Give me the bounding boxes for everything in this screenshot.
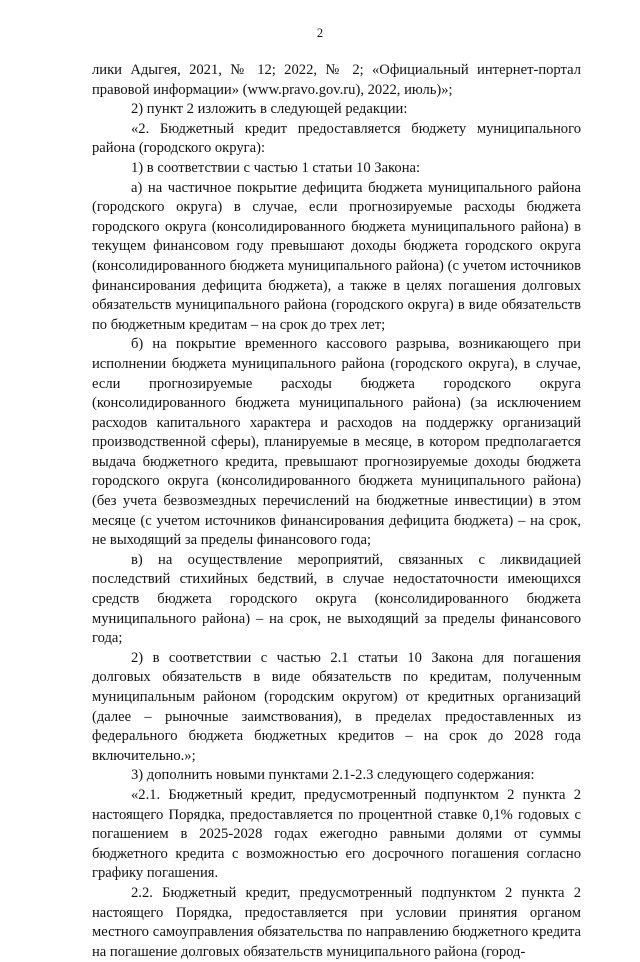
paragraph-item-2: 2) пункт 2 изложить в следующей редакции:: [131, 101, 408, 118]
paragraph-subpoint-2: 2) в соответствии с частью 2.1 статьи 10 Закона для погашения долговых обязательств в виде обязательств по кредитам, полученным муниципальным районом (городским округом) от кредитных организаций (далее – рыночные заимствования), в пределах предоставленных из федерального бюджета бюджетных кредитов – на срок до 2028 года включительно.»;: [92, 649, 581, 764]
paragraph-point-2-2: 2.2. Бюджетный кредит, предусмотренный подпунктом 2 пункта 2 настоящего Порядка, предоставляется при условии принятия органом местного самоуправления обязательства по направлению бюджетного кредита на погашение долговых обязательств муниципального района (город-: [92, 884, 581, 960]
paragraph-point-2-1: «2.1. Бюджетный кредит, предусмотренный подпунктом 2 пункта 2 настоящего Порядка, предоставляется по процентной ставке 0,1% годовых с погашением в 2025-2028 годах ежегодно равными долями от суммы бюджетного кредита с возможностью его досрочного погашения согласно графику погашения.: [92, 786, 581, 882]
paragraph-subpoint-v: в) на осуществление мероприятий, связанных с ликвидацией последствий стихийных бедствий, в случае недостаточности имеющихся средств бюджета городского округа (консолидированного бюджета муниципального района) – на срок, не выходящий за пределы финансового года;: [92, 551, 581, 647]
page-number: 2: [316, 26, 324, 40]
paragraph-subpoint-b: б) на покрытие временного кассового разрыва, возникающего при исполнении бюджета муниципального района (городского округа), в случае, если прогнозируемые расходы бюджета городского округа (консолидированного бюджета муниципального района) (за исключением расходов капитального характера и расходов на поддержку организаций производственной сферы), планируемые в месяце, в котором предполагается выдача бюджетного кредита, превышают прогнозируемые доходы бюджета городского округа (консолидированного бюджета муниципального района) (без учета безвозмездных перечислений на бюджетные инвестиции) в этом месяце (с учетом источников финансирования дефицита бюджета) – на срок, не выходящий за пределы финансового года;: [92, 336, 581, 549]
paragraph-continuation: лики Адыгея, 2021, № 12; 2022, № 2; «Официальный интернет-портал правовой информации» (www.pravo.gov.ru), 2022, июль)»;: [92, 62, 581, 98]
paragraph-point-2: «2. Бюджетный кредит предоставляется бюджету муниципального района (городского округа):: [92, 120, 581, 157]
paragraph-subpoint-1: 1) в соответствии с частью 1 статьи 10 Закона:: [131, 159, 421, 176]
paragraph-item-3: 3) дополнить новыми пунктами 2.1-2.3 следующего содержания:: [131, 767, 535, 784]
document-body: [92, 61, 581, 962]
paragraph-subpoint-a: а) на частичное покрытие дефицита бюджета муниципального района (городского округа) в случае, если прогнозируемые расходы бюджета городского округа (консолидированного бюджета муниципального района) в текущем финансовом году превышают доходы бюджета городского округа (консолидированного бюджета муниципального района) (с учетом источников финансирования дефицита бюджета), а также в целях погашения долговых обязательств муниципального района (городского округа) в виде обязательств по бюджетным кредитам – на срок до трех лет;: [92, 179, 581, 333]
